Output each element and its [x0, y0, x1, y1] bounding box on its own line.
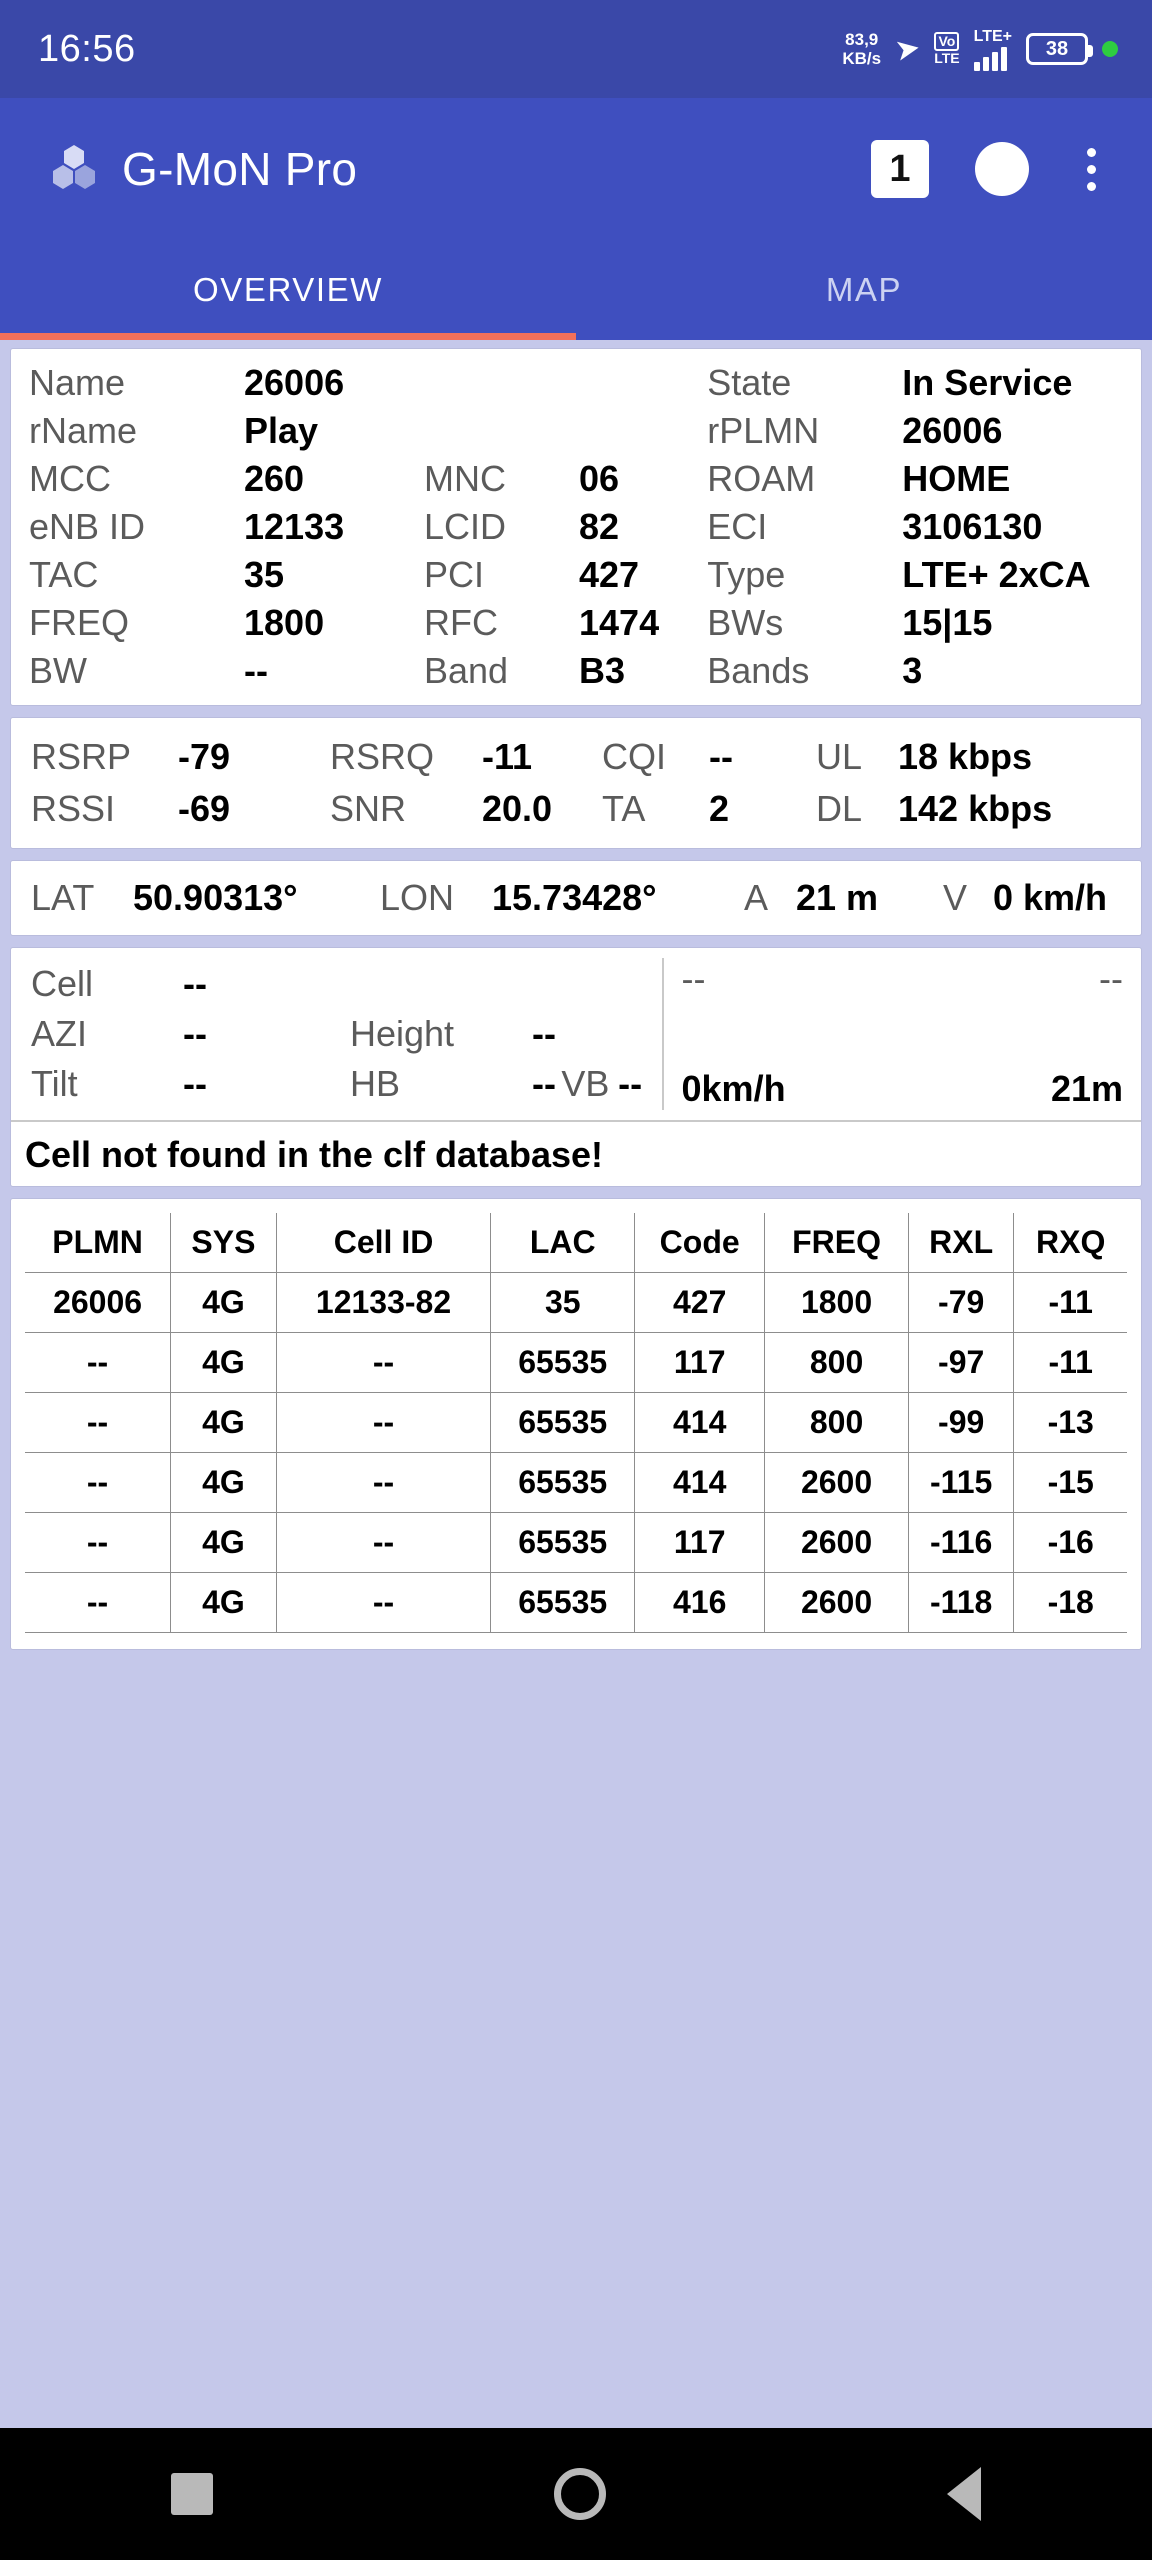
row-value: 260 [244, 458, 305, 499]
cell-lac: 65535 [491, 1573, 635, 1633]
row-label: BW [29, 650, 87, 691]
table-row [31, 960, 646, 1008]
lat-value: 50.90313° [133, 877, 298, 918]
clf-label-3 [561, 960, 616, 1008]
cell-rxl: -115 [908, 1453, 1014, 1513]
clf-azi-label: AZI [31, 1013, 88, 1054]
cell-cellid: -- [276, 1573, 491, 1633]
ta-value: 2 [709, 788, 730, 829]
table-row [707, 551, 1123, 599]
cell-code: 416 [635, 1573, 765, 1633]
neighbour-cells-card [10, 1198, 1142, 1650]
row-value: HOME [902, 458, 1011, 499]
signal-metrics-card [10, 717, 1142, 849]
row-value: LTE+ 2xCA [902, 554, 1091, 595]
row-label: Bands [707, 650, 810, 691]
clf-tilt-label: Tilt [31, 1063, 78, 1104]
table-row[interactable] [25, 1453, 1127, 1513]
clf-database-card [10, 947, 1142, 1187]
signal-bars-icon [974, 45, 1007, 71]
cell-lac: 35 [491, 1273, 635, 1333]
sim-counter-button[interactable]: 1 [871, 140, 929, 198]
clf-height-value: -- [532, 1013, 556, 1054]
row-label-2: PCI [424, 554, 485, 595]
table-row[interactable] [25, 1513, 1127, 1573]
cell-rxq: -11 [1014, 1273, 1127, 1333]
table-row[interactable] [25, 1333, 1127, 1393]
snr-label: SNR [330, 788, 407, 829]
row-label: ROAM [707, 458, 816, 499]
table-row [707, 407, 1123, 455]
clf-distance-value: -- [1099, 958, 1123, 999]
cell-rxq: -11 [1014, 1333, 1127, 1393]
app-title: G-MoN Pro [122, 143, 358, 195]
table-row [707, 503, 1123, 551]
status-icons [842, 28, 1118, 71]
clf-status-message: Cell not found in the clf database! [25, 1134, 604, 1175]
table-row [29, 551, 707, 599]
status-bar [0, 0, 1152, 98]
row-value: 12133 [244, 506, 345, 547]
back-button-icon[interactable] [947, 2467, 981, 2521]
cell-rxl: -79 [908, 1273, 1014, 1333]
row-value-2: 427 [579, 554, 640, 595]
cell-lac: 65535 [491, 1453, 635, 1513]
column-header-sys: SYS [171, 1213, 277, 1273]
tab-bar [0, 240, 1152, 340]
clf-vb-label: VB [561, 1063, 610, 1104]
row-value-2: 1474 [579, 602, 660, 643]
table-row[interactable] [25, 1273, 1127, 1333]
row-label-2 [424, 407, 579, 455]
cell-code: 117 [635, 1333, 765, 1393]
clf-summary [664, 958, 1123, 1110]
row-value: 3 [902, 650, 923, 691]
column-header-freq: FREQ [765, 1213, 909, 1273]
tab-overview[interactable]: OVERVIEW [0, 240, 576, 340]
table-row [31, 784, 1121, 834]
clf-value-2 [532, 960, 559, 1008]
cell-code: 414 [635, 1453, 765, 1513]
cell-sys: 4G [171, 1393, 277, 1453]
cell-rxq: -18 [1014, 1573, 1127, 1633]
cell-freq: 1800 [765, 1273, 909, 1333]
recording-indicator-icon [1102, 41, 1118, 57]
clf-details [29, 958, 664, 1110]
cell-freq: 2600 [765, 1453, 909, 1513]
volte-top-label: Vo [934, 32, 959, 51]
row-value: 26006 [902, 410, 1003, 451]
ul-label: UL [816, 736, 863, 777]
row-label-2 [424, 359, 579, 407]
row-label-2: LCID [424, 506, 507, 547]
cell-code: 117 [635, 1513, 765, 1573]
clf-label-2 [350, 960, 530, 1008]
table-row [707, 455, 1123, 503]
column-header-plmn: PLMN [25, 1213, 171, 1273]
table-header-row [25, 1213, 1127, 1273]
main-content [0, 340, 1152, 1650]
speed-label: V [943, 877, 968, 918]
clf-vb-value: -- [618, 1063, 643, 1104]
row-value: Play [244, 410, 319, 451]
table-row [29, 647, 707, 695]
rsrp-value: -79 [178, 736, 231, 777]
ta-label: TA [602, 788, 646, 829]
cell-plmn: -- [25, 1453, 171, 1513]
row-label-2: Band [424, 650, 509, 691]
cell-overview-right [707, 359, 1123, 695]
row-value: 15|15 [902, 602, 993, 643]
clf-tilt-value: -- [183, 1063, 207, 1104]
cell-rxl: -118 [908, 1573, 1014, 1633]
table-row[interactable] [25, 1393, 1127, 1453]
clf-label-3 [561, 1010, 616, 1058]
overflow-menu-icon[interactable] [1075, 144, 1108, 195]
cell-plmn: -- [25, 1393, 171, 1453]
row-label-2: MNC [424, 458, 506, 499]
dl-value: 142 kbps [898, 788, 1053, 829]
table-row [29, 503, 707, 551]
app-bar [0, 98, 1152, 240]
cell-freq: 2600 [765, 1573, 909, 1633]
home-button-icon[interactable] [554, 2468, 606, 2520]
app-bar-actions [871, 140, 1108, 198]
cell-freq: 2600 [765, 1513, 909, 1573]
row-value: -- [244, 650, 268, 691]
table-row[interactable] [25, 1573, 1127, 1633]
column-header-cellid: Cell ID [276, 1213, 491, 1273]
table-row [31, 1060, 646, 1108]
table-row [29, 599, 707, 647]
dl-label: DL [816, 788, 863, 829]
rsrp-label: RSRP [31, 736, 132, 777]
network-type-label: LTE+ [973, 27, 1012, 45]
cell-rxl: -97 [908, 1333, 1014, 1393]
clf-hb-value: -- [532, 1063, 556, 1104]
cell-cellid: -- [276, 1333, 491, 1393]
cell-cellid: -- [276, 1453, 491, 1513]
table-row [31, 875, 1121, 921]
cell-rxl: -116 [908, 1513, 1014, 1573]
row-value-2 [579, 359, 707, 407]
cell-lac: 65535 [491, 1333, 635, 1393]
row-value-2: B3 [579, 650, 626, 691]
table-row [29, 359, 707, 407]
row-value: In Service [902, 362, 1073, 403]
clf-cell-value: -- [183, 963, 207, 1004]
clf-hb-label: HB [350, 1063, 401, 1104]
battery-level-label: 38 [1045, 37, 1069, 60]
neighbour-cells-table [25, 1213, 1127, 1633]
clf-value-3 [618, 960, 645, 1008]
cell-sys: 4G [171, 1453, 277, 1513]
row-value-2: 06 [579, 458, 620, 499]
clf-speed-value: 0km/h [681, 1068, 786, 1109]
ul-value: 18 kbps [898, 736, 1033, 777]
cell-cellid: -- [276, 1513, 491, 1573]
table-row [707, 599, 1123, 647]
column-header-rxl: RXL [908, 1213, 1014, 1273]
status-clock: 16:56 [38, 27, 136, 70]
clf-cell-label: Cell [31, 963, 94, 1004]
data-rate-unit: KB/s [842, 49, 882, 68]
rssi-value: -69 [178, 788, 231, 829]
cell-code: 414 [635, 1393, 765, 1453]
row-label: ECI [707, 506, 768, 547]
row-label: BWs [707, 602, 784, 643]
row-value: 26006 [244, 362, 345, 403]
cell-sys: 4G [171, 1513, 277, 1573]
location-card [10, 860, 1142, 936]
altitude-label: A [744, 877, 769, 918]
cell-cellid: -- [276, 1393, 491, 1453]
table-row [31, 1010, 646, 1058]
row-label: FREQ [29, 602, 130, 643]
volte-bottom-label: LTE [934, 50, 960, 66]
cell-rxq: -16 [1014, 1513, 1127, 1573]
row-label: eNB ID [29, 506, 146, 547]
clf-altitude-value: 21m [1050, 1068, 1123, 1109]
lon-value: 15.73428° [492, 877, 657, 918]
rssi-label: RSSI [31, 788, 116, 829]
battery-icon [1026, 33, 1088, 65]
row-label: TAC [29, 554, 99, 595]
rsrq-value: -11 [482, 736, 533, 777]
android-nav-bar [0, 2428, 1152, 2560]
column-header-lac: LAC [491, 1213, 635, 1273]
cqi-label: CQI [602, 736, 667, 777]
row-label: Name [29, 362, 126, 403]
cqi-value: -- [709, 736, 733, 777]
cell-rxq: -15 [1014, 1453, 1127, 1513]
table-row [31, 732, 1121, 782]
cell-sys: 4G [171, 1573, 277, 1633]
tab-map[interactable]: MAP [825, 271, 903, 308]
snr-value: 20.0 [482, 788, 553, 829]
row-label: rPLMN [707, 410, 820, 451]
cell-rxl: -99 [908, 1393, 1014, 1453]
cell-freq: 800 [765, 1393, 909, 1453]
cell-sys: 4G [171, 1333, 277, 1393]
lat-label: LAT [31, 877, 95, 918]
row-value-2 [579, 407, 707, 455]
cell-plmn: 26006 [25, 1273, 171, 1333]
row-value: 1800 [244, 602, 325, 643]
clf-distance-label: -- [681, 958, 706, 999]
cell-overview-card [10, 348, 1142, 706]
cell-plmn: -- [25, 1573, 171, 1633]
app-logo-icon [52, 143, 96, 196]
cell-freq: 800 [765, 1333, 909, 1393]
cell-overview-left [29, 359, 707, 695]
table-row [707, 359, 1123, 407]
row-label: rName [29, 410, 138, 451]
row-value-2: 82 [579, 506, 620, 547]
volte-icon [934, 32, 959, 66]
recents-button-icon[interactable] [171, 2473, 213, 2515]
data-rate-indicator [842, 30, 881, 68]
column-header-code: Code [635, 1213, 765, 1273]
table-row [29, 407, 707, 455]
app-bar-left [52, 142, 357, 196]
row-label: State [707, 362, 792, 403]
lon-label: LON [380, 877, 455, 918]
cell-cellid: 12133-82 [276, 1273, 491, 1333]
cell-lac: 65535 [491, 1513, 635, 1573]
cell-sys: 4G [171, 1273, 277, 1333]
data-rate-value: 83,9 [845, 30, 879, 49]
column-header-rxq: RXQ [1014, 1213, 1127, 1273]
signal-strength-icon [974, 28, 1012, 71]
location-arrow-icon: ➤ [892, 30, 923, 68]
clf-azi-value: -- [183, 1013, 207, 1054]
cell-rxq: -13 [1014, 1393, 1127, 1453]
row-value: 35 [244, 554, 285, 595]
cell-plmn: -- [25, 1513, 171, 1573]
rsrq-label: RSRQ [330, 736, 435, 777]
row-label-2: RFC [424, 602, 498, 643]
altitude-value: 21 m [796, 877, 879, 918]
record-toggle-button[interactable] [975, 142, 1029, 196]
speed-value: 0 km/h [993, 877, 1108, 918]
row-label: Type [707, 554, 786, 595]
cell-code: 427 [635, 1273, 765, 1333]
cell-plmn: -- [25, 1333, 171, 1393]
table-row [29, 455, 707, 503]
row-value: 3106130 [902, 506, 1043, 547]
clf-value-3 [618, 1010, 645, 1058]
cell-lac: 65535 [491, 1393, 635, 1453]
table-row [707, 647, 1123, 695]
clf-height-label: Height [350, 1013, 455, 1054]
row-label: MCC [29, 458, 111, 499]
